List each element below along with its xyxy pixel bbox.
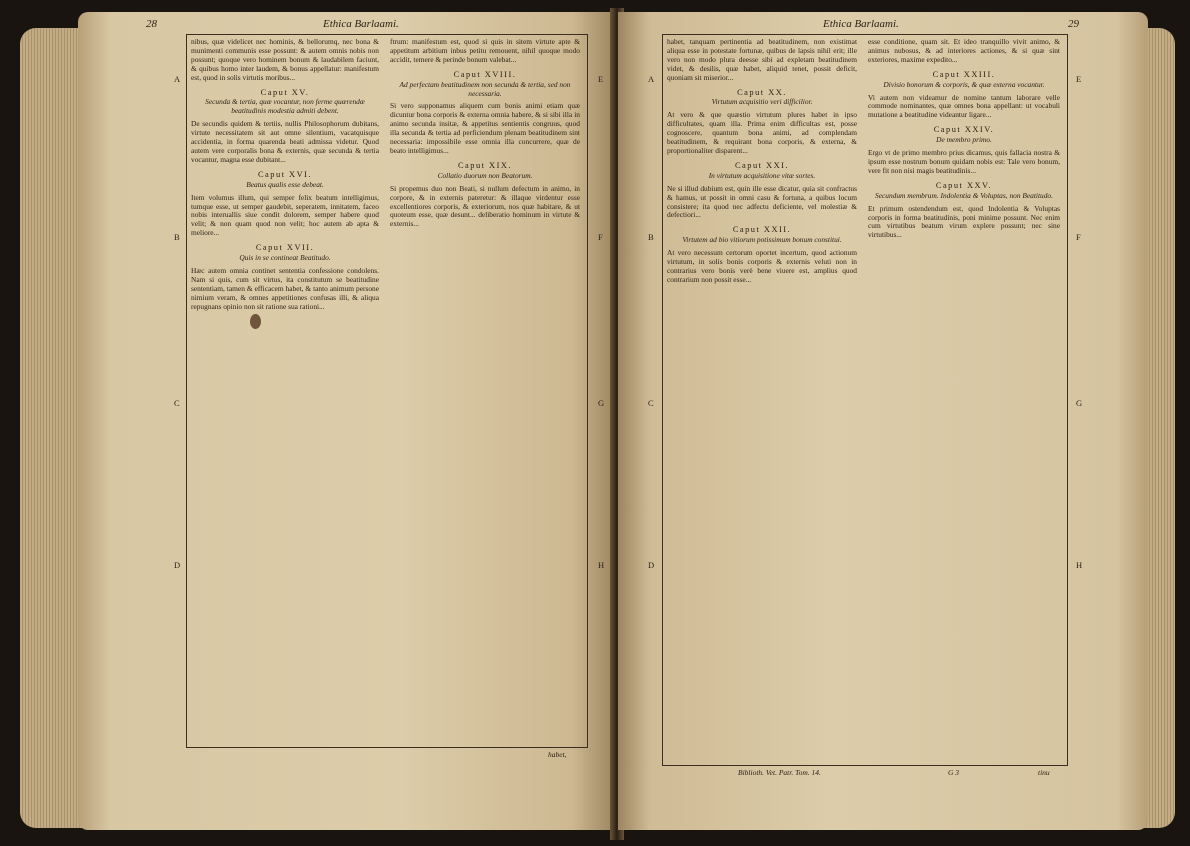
paragraph: At vero necessum certorum oportet incertum, quod actionum virtutum, in solis bonis corporis & externis veluti non in contrarius vero bonis verè bene viuere est, amplius quod contrarium non possit esse... [667, 248, 857, 284]
right-running-head: Ethica Barlaami. [823, 18, 899, 30]
chapter-subtitle: Secunda & tertia, quæ vocantur, non ferme quærendæ beatitudinis modestia admiti debent. [205, 97, 365, 116]
left-page-edges [20, 28, 84, 828]
margin-letter-b: B [648, 232, 654, 242]
chapter-heading: Caput XXI. [734, 160, 790, 170]
chapter-subtitle: Virtutum acquisitio veri difficilior. [711, 97, 813, 107]
margin-letter-a: A [648, 74, 655, 84]
paragraph: Item volumus illum, qui semper felix beatum intelligimus, tumque esse, ut semper gaudebit, seperatem, innitatem, faceo nobis interuallis siue condit dolorem, semper habere quod velit; & non quam quod non velit; hoc autem ab apta & meliore... [191, 192, 379, 238]
chapter-subtitle: De membro primo. [936, 135, 992, 145]
chapter-heading: Caput XXIII. [932, 69, 996, 79]
chapter-heading: Caput XXIV. [933, 125, 995, 135]
margin-letter-f: F [598, 232, 603, 242]
margin-letter-d: D [648, 560, 655, 570]
chapter-heading: Caput XXV. [935, 180, 993, 190]
signature-mark: G 3 [948, 768, 960, 777]
margin-letter-h: H [1076, 560, 1083, 570]
chapter-subtitle: Beatus qualis esse debeat. [246, 179, 324, 189]
margin-letter-a: A [174, 74, 181, 84]
margin-letter-g: G [1076, 398, 1083, 408]
left-column-1 [191, 38, 379, 742]
paragraph: At vero & que quæstio virtutum plures habet in ipso difficultates, quam illa. Prima enim difficultas est, posse cognoscere, quantum bona animi, ad complendam beatitudinem, & requirant bona corporis, & externa, & proportionaliter disparent... [667, 110, 857, 155]
paragraph: nibus, quæ videlicet nec hominis, & bellorumq, nec bona & munimenti communis esse possunt: & autem omnis nobis non possunt; quoque vero hominem bonum & laudabilem faciunt, & quibus homo inter laudem, & bonus appellatur: manifestum est, quod in solis virtutis moribus... [191, 38, 379, 82]
margin-letter-c: C [174, 398, 180, 408]
chapter-subtitle: Virtutem ad bio vitiorum potissimum bonum constitui. [682, 235, 842, 245]
left-page [78, 12, 615, 830]
chapter-subtitle: Quis in se contineat Beatitudo. [239, 253, 331, 263]
open-book [20, 8, 1175, 840]
right-column-1 [667, 38, 857, 760]
chapter-subtitle: Ad perfectam beatitudinem non secunda & tertia, sed non necessaria. [399, 79, 571, 98]
ink-stain [250, 314, 261, 329]
margin-letter-e: E [598, 74, 604, 84]
paragraph: esse conditione, quam sit. Et ideo tranquillo vivit animo, & animus nubosus, & ad interiores actiones, & si quæ sint exteriores, maxime expedito... [868, 38, 1060, 64]
paragraph: Si propemus duo non Beati, si nullum defectum in animo, in corpore, & in externis pateretur: & illaque virdentur esse excellentiores corporis, & exteriorum, nos quæ habitare, & ut quoteum esse, quæ desunt... deliberatio hominum in virtute & externis... [390, 183, 580, 229]
left-column-2 [390, 38, 580, 742]
left-running-head: Ethica Barlaami. [323, 18, 399, 30]
chapter-heading: Caput XVI. [257, 169, 313, 179]
catchword: tinu [1038, 768, 1050, 777]
paragraph: Si vero supponamus aliquem cum bonis animi etiam quæ dicuntur bona corporis & externa omnia habere, & si sibi illa in animo secunda insitæ, & appetitus sentientis congruus, quod illa secunda & tertia ad perficiendum plenam beatitudinem sint necessaria: impossibile esse omnia illa concurrere, quæ de beato intelligimus... [390, 101, 580, 155]
right-page-number: 29 [1068, 18, 1079, 30]
chapter-subtitle: In virtutum acquisitione vitæ sortes. [708, 170, 816, 180]
chapter-heading: Caput XIX. [457, 160, 513, 170]
paragraph: Ergo vt de primo membro prius dicamus, quis fallacia nostra & ipsum esse nostrum bonum quidam nobis est: Tale vero bonum, vere fit non nisi magis beatitudinis... [868, 148, 1060, 175]
paragraph: Vi autem non videamur de nomine tantum laborare velle commode nominantes, quæ omnes bona appellant: ut vocabuli mutatione a beatitudine videantur ligare... [868, 92, 1060, 120]
margin-letter-d: D [174, 560, 181, 570]
paragraph: Ne si illud dubium est, quin ille esse dicatur, quia sit confractus & hamus, ut possit in omni casu & fortuna, a quibus locum consistere; ita quod nec adfectu deficiente, vel molestiæ & defectiori... [667, 183, 857, 220]
paragraph: Et primum ostendendum est, quod Indolentia & Voluptas corporis in forma beatitudinis, poni minime possunt. Nec enim cum virtutibus beatum virum explere possunt; nec sine virtutibus... [868, 203, 1060, 240]
paragraph: ftrum: manifestum est, quod si quis in sitem virtute apte & appetitum arbitium inbus petitu remouent, nihil quoque modo accidit, temere & perinde bonum valebat... [390, 38, 580, 64]
paragraph: Hæc autem omnia continet sententia confessione condolens. Nam si quis, cum sit virtus, ita constitutum se beatitudine sententiam, tamen & efficacem habet, & tanto animum persone nimium veram, & omnes appetitiones confusas illi, & aliqua repugnans opinio non sit ratione sua rationi... [191, 265, 379, 311]
margin-letter-f: F [1076, 232, 1081, 242]
chapter-subtitle: Secundum membrum. Indolentia & Voluptas, non Beatitudo. [875, 190, 1053, 200]
chapter-heading: Caput XV. [260, 87, 310, 97]
chapter-subtitle: Divisio bonorum & corporis, & quæ externa vocantur. [883, 79, 1045, 89]
chapter-heading: Caput XXII. [732, 225, 792, 235]
paragraph: De secundis quidem & tertiis, nullis Philosophorum dubitans, virtute necessitatem sit aut omne silentium, vacatquisque accidentia, in forma quarenda beati admissa videtur. Quod autem vere corporalis bona & externis, quæ secunda & tertia vocantur, magna esse dubitant... [191, 119, 379, 164]
margin-letter-h: H [598, 560, 605, 570]
footer-citation: Biblioth. Vet. Patr. Tom. 14. [738, 768, 821, 777]
left-page-number: 28 [146, 18, 157, 30]
chapter-heading: Caput XX. [737, 87, 787, 97]
chapter-subtitle: Collatio duorum non Beatorum. [437, 170, 533, 180]
margin-letter-g: G [598, 398, 605, 408]
paragraph: habet, tanquam pertinentia ad beatitudinem, non existimat aliqua esse in potestate fortunæ, quibus de lapsis nihil erit; ille vero non modo plura deesse sibi ad expletam beatitudinem videt, & desilis, quæ habet, aliquid tenet, possit deficit, quoniam sit miserior... [667, 38, 857, 82]
right-column-2 [868, 38, 1060, 760]
right-page [618, 12, 1148, 830]
chapter-heading: Caput XVII. [255, 243, 315, 253]
margin-letter-c: C [648, 398, 654, 408]
margin-letter-b: B [174, 232, 180, 242]
chapter-heading: Caput XVIII. [453, 69, 517, 79]
margin-letter-e: E [1076, 74, 1082, 84]
catchword: habet, [548, 750, 567, 759]
